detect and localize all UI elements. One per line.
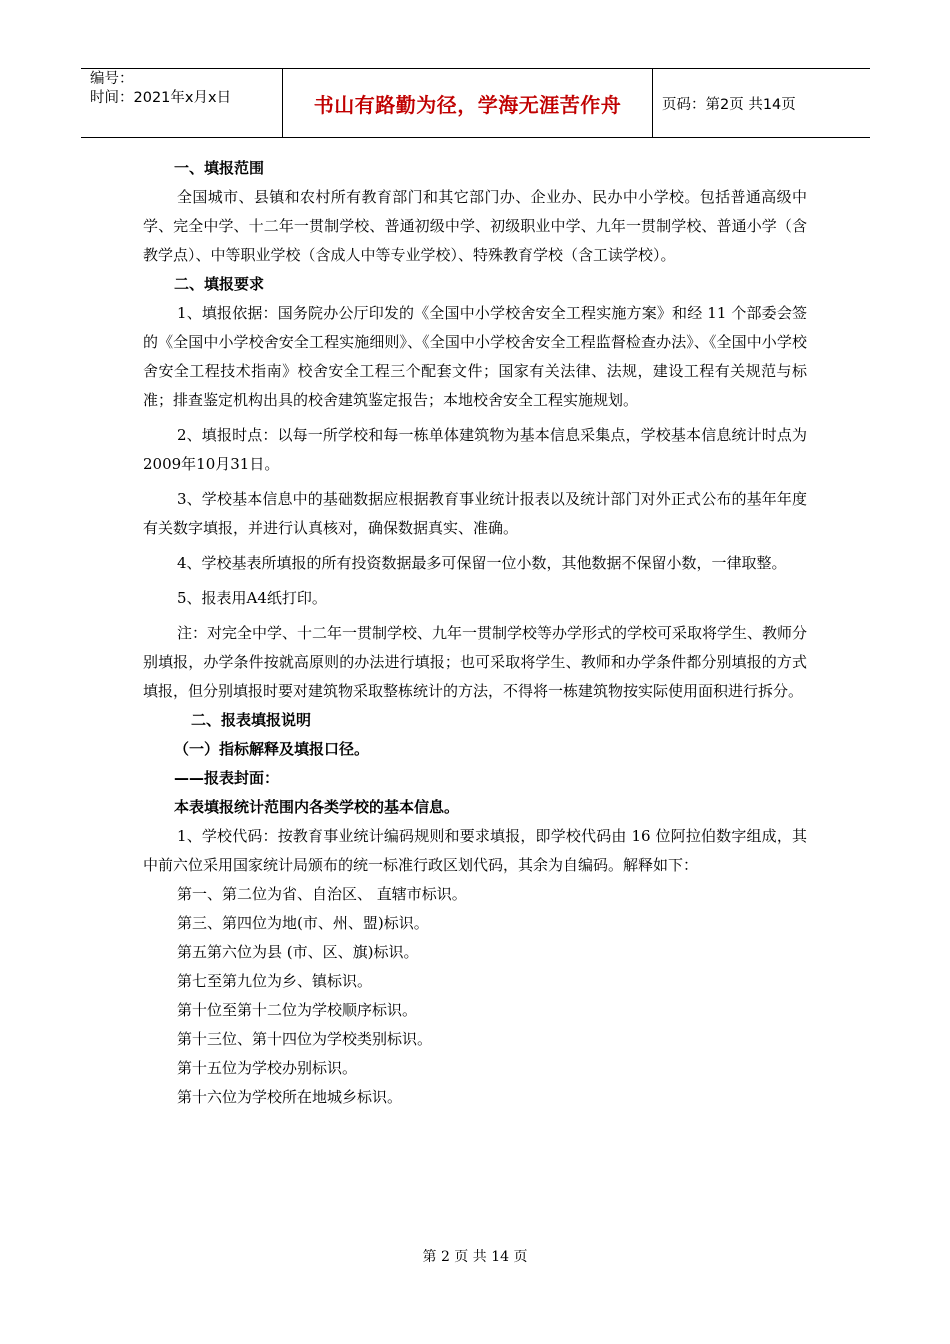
list-item: 第五第六位为县 (市、区、旗)标识。 — [177, 943, 419, 961]
code-label: 编号： — [90, 71, 134, 87]
list-item: 第十三位、第十四位为学校类别标识。 — [177, 1030, 433, 1048]
paragraph: 5、报表用A4纸打印。 — [177, 589, 327, 607]
list-item: 第一、第二位为省、自治区、 直辖市标识。 — [177, 885, 467, 903]
header-meta — [81, 69, 283, 137]
list-item: 第十六位为学校所在地城乡标识。 — [177, 1088, 403, 1106]
section-heading: 二、填报要求 — [174, 275, 265, 293]
page-footer: 第 2 页 共 14 页 — [422, 1249, 528, 1265]
page-header — [81, 68, 870, 138]
document-body — [143, 154, 807, 1112]
subsection-heading: （一）指标解释及填报口径。 — [174, 740, 370, 758]
list-item: 第七至第九位为乡、镇标识。 — [177, 972, 373, 990]
list-item: 第十五位为学校办别标识。 — [177, 1059, 358, 1077]
list-item: 第十位至第十二位为学校顺序标识。 — [177, 1001, 418, 1019]
subsection-heading: 本表填报统计范围内各类学校的基本信息。 — [174, 798, 460, 816]
section-heading: 二、报表填报说明 — [191, 711, 312, 729]
time-label: 时间：2021年x月x日 — [90, 90, 232, 106]
list-item: 第三、第四位为地(市、州、盟)标识。 — [177, 914, 429, 932]
paragraph: 4、学校基表所填报的所有投资数据最多可保留一位小数，其他数据不保留小数，一律取整。 — [177, 554, 787, 572]
paragraph: 注：对完全中学、十二年一贯制学校、九年一贯制学校等办学形式的学校可采取将学生、教师分别填报，办学条件按就高原则的办法进行填报；也可采取将学生、教师和办学条件都分别填报的方式填报，但分别填报时要对建筑物采取整栋统计的方法，不得将一栋建筑物按实际使用面积进行拆分。 — [143, 624, 808, 700]
paragraph: 3、学校基本信息中的基础数据应根据教育事业统计报表以及统计部门对外正式公布的基年年度有关数字填报，并进行认真核对，确保数据真实、准确。 — [143, 490, 807, 537]
paragraph: 2、填报时点：以每一所学校和每一栋单体建筑物为基本信息采集点，学校基本信息统计时点为2009年10月31日。 — [143, 426, 807, 473]
paragraph: 1、学校代码：按教育事业统计编码规则和要求填报，即学校代码由 16 位阿拉伯数字组成，其中前六位采用国家统计局颁布的统一标准行政区划代码，其余为自编码。解释如下： — [143, 827, 807, 874]
subsection-heading: ——报表封面： — [174, 769, 280, 787]
header-page-info: 页码：第2页 共14页 — [662, 96, 796, 113]
section-heading: 一、填报范围 — [174, 159, 265, 177]
paragraph: 1、填报依据：国务院办公厅印发的《全国中小学校舍安全工程实施方案》和经 11 个部委会签的《全国中小学校舍安全工程实施细则》、《全国中小学校舍安全工程监督检查办法》、《全国中小学校舍安全工程技术指南》校舍安全工程三个配套文件；国家有关法律、法规，建设工程有关规范与标准；排查鉴定机构出具的校舍建筑鉴定报告；本地校舍安全工程实施规划。 — [143, 304, 807, 409]
header-motto: 书山有路勤为径，学海无涯苦作舟 — [283, 69, 653, 137]
paragraph: 全国城市、县镇和农村所有教育部门和其它部门办、企业办、民办中小学校。包括普通高级中学、完全中学、十二年一贯制学校、普通初级中学、初级职业中学、九年一贯制学校、普通小学（含教学点）、中等职业学校（含成人中等专业学校）、特殊教育学校（含工读学校）。 — [143, 188, 807, 264]
